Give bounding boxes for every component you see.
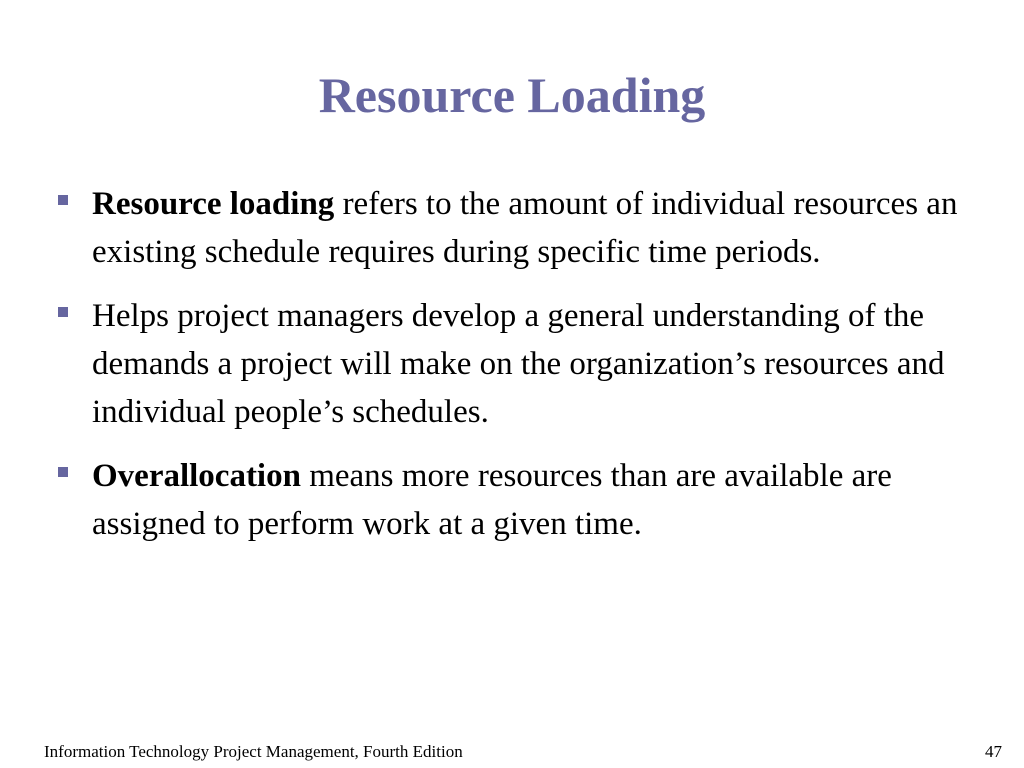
bullet-term: Overallocation [92,458,301,494]
square-bullet-icon [58,307,68,317]
bullet-resource-loading [56,180,986,276]
bullet-term: Resource loading [92,186,335,222]
square-bullet-icon [58,467,68,477]
square-bullet-icon [58,195,68,205]
bullet-list [56,180,986,564]
bullet-text: means more resources than are available are assigned to perform work at a given time. [92,458,892,542]
bullet-text: refers to the amount of individual resources an existing schedule requires during specific time periods. [92,186,958,270]
slide-title: Resource Loading [318,67,706,123]
bullet-text: Helps project managers develop a general understanding of the demands a project will make on the organization’s resources and individual people’s schedules. [92,298,945,430]
bullet-helps-project-managers [56,292,986,436]
footer-source: Information Technology Project Management, Fourth Edition [44,742,463,761]
bullet-overallocation [56,452,986,548]
page-number: 47 [985,742,1002,761]
